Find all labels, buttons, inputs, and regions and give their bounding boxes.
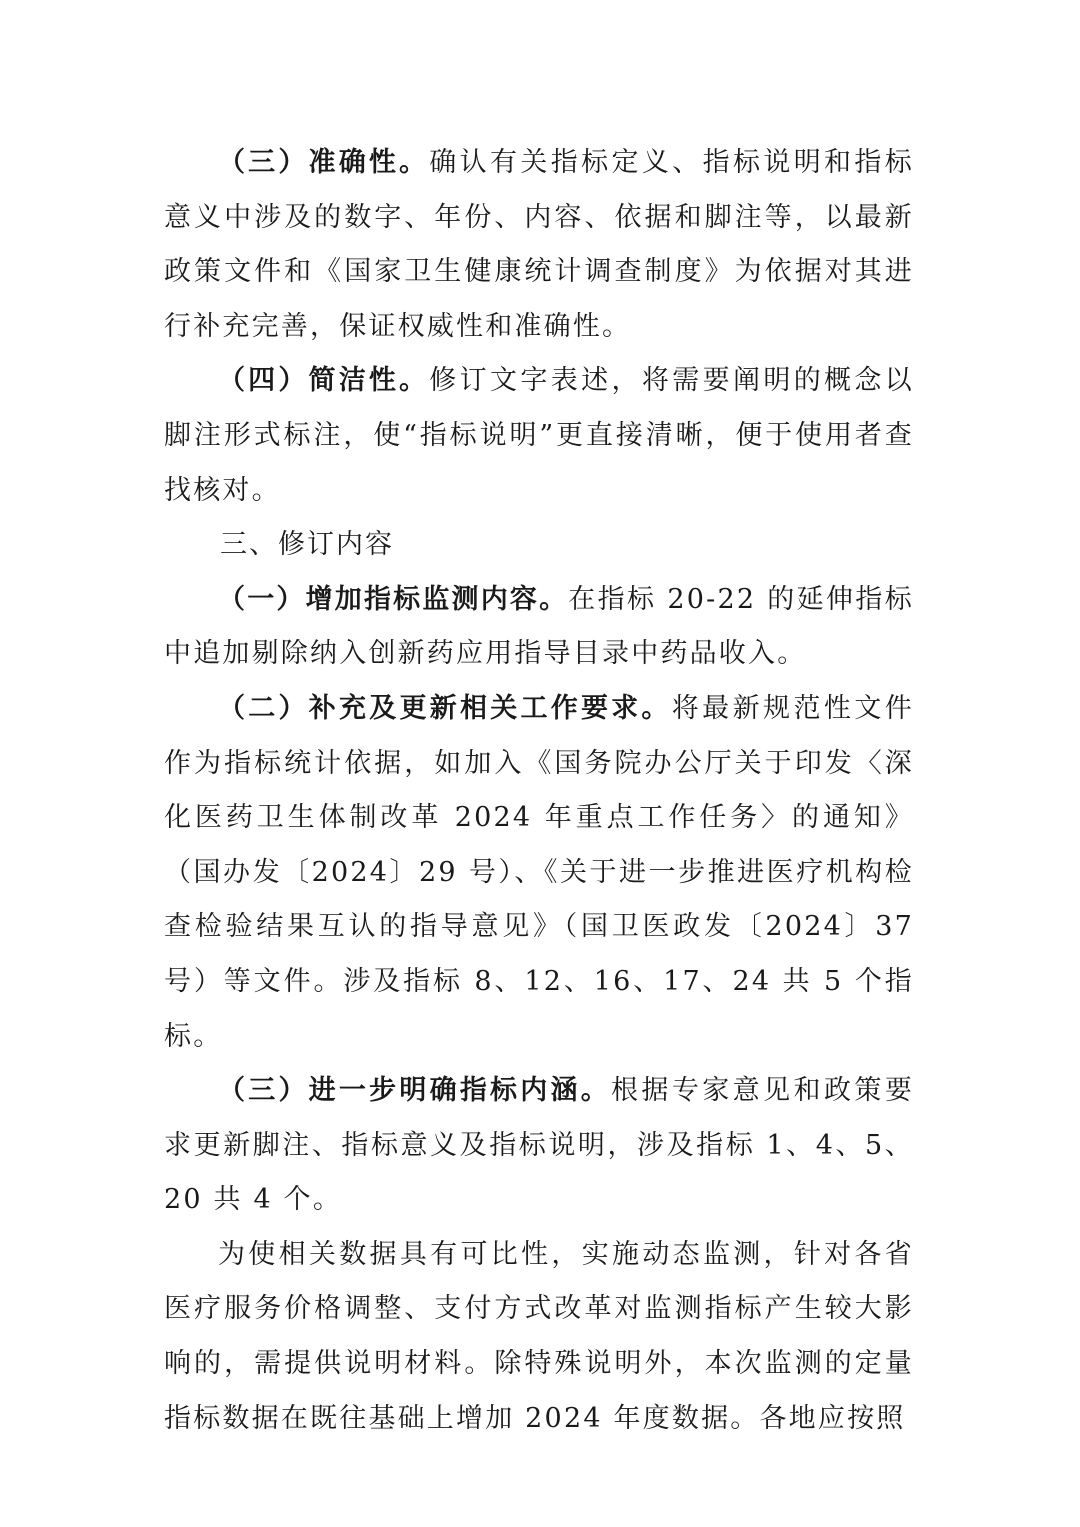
paragraph-text: 将最新规范性文件作为指标统计依据，如加入《国务院办公厅关于印发〈深化医药卫生体制改革 2024 年重点工作任务〉的通知》（国办发〔2024〕29 号）、《关于进一步推进医疗机构检查检验结果互认的指导意见》（国卫医政发〔2024〕37 号）等文件。涉及指标 8、12、16、17、24 共 5 个指标。 bbox=[164, 692, 915, 1052]
paragraph-text: 在指标 20-22 的延伸指标中追加剔除纳入创新药应用指导目录中药品收入。 bbox=[164, 583, 914, 670]
paragraph-clarify-connotation bbox=[164, 1064, 914, 1228]
paragraph-lead: （二）补充及更新相关工作要求。 bbox=[218, 692, 672, 724]
paragraph-lead: （三）进一步明确指标内涵。 bbox=[218, 1075, 611, 1107]
paragraph-comparability bbox=[164, 1228, 914, 1446]
paragraph-text: 确认有关指标定义、指标说明和指标意义中涉及的数字、年份、内容、依据和脚注等，以最新政策文件和《国家卫生健康统计调查制度》为依据对其进行补充完善，保证权威性和准确性。 bbox=[164, 147, 915, 342]
paragraph-accuracy bbox=[164, 136, 914, 354]
paragraph-lead: （四）简洁性。 bbox=[218, 365, 430, 397]
paragraph-lead: （一）增加指标监测内容。 bbox=[218, 583, 569, 615]
paragraph-conciseness bbox=[164, 354, 914, 518]
paragraph-lead: （三）准确性。 bbox=[218, 147, 430, 178]
paragraph-text: 修订文字表述，将需要阐明的概念以脚注形式标注，使“指标说明”更直接清晰，便于使用者查找核对。 bbox=[164, 365, 915, 506]
paragraph-update-requirements bbox=[164, 682, 914, 1064]
section-heading: 三、修订内容 bbox=[220, 529, 394, 561]
document-body bbox=[164, 136, 914, 1446]
paragraph-text: 根据专家意见和政策要求更新脚注、指标意义及指标说明，涉及指标 1、4、5、20 共 4 个。 bbox=[164, 1075, 915, 1216]
paragraph-text: 为使相关数据具有可比性，实施动态监测，针对各省医疗服务价格调整、支付方式改革对监测指标产生较大影响的，需提供说明材料。除特殊说明外，本次监测的定量指标数据在既往基础上增加 2024 年度数据。各地应按照 bbox=[164, 1238, 914, 1434]
paragraph-add-monitoring bbox=[164, 573, 914, 682]
